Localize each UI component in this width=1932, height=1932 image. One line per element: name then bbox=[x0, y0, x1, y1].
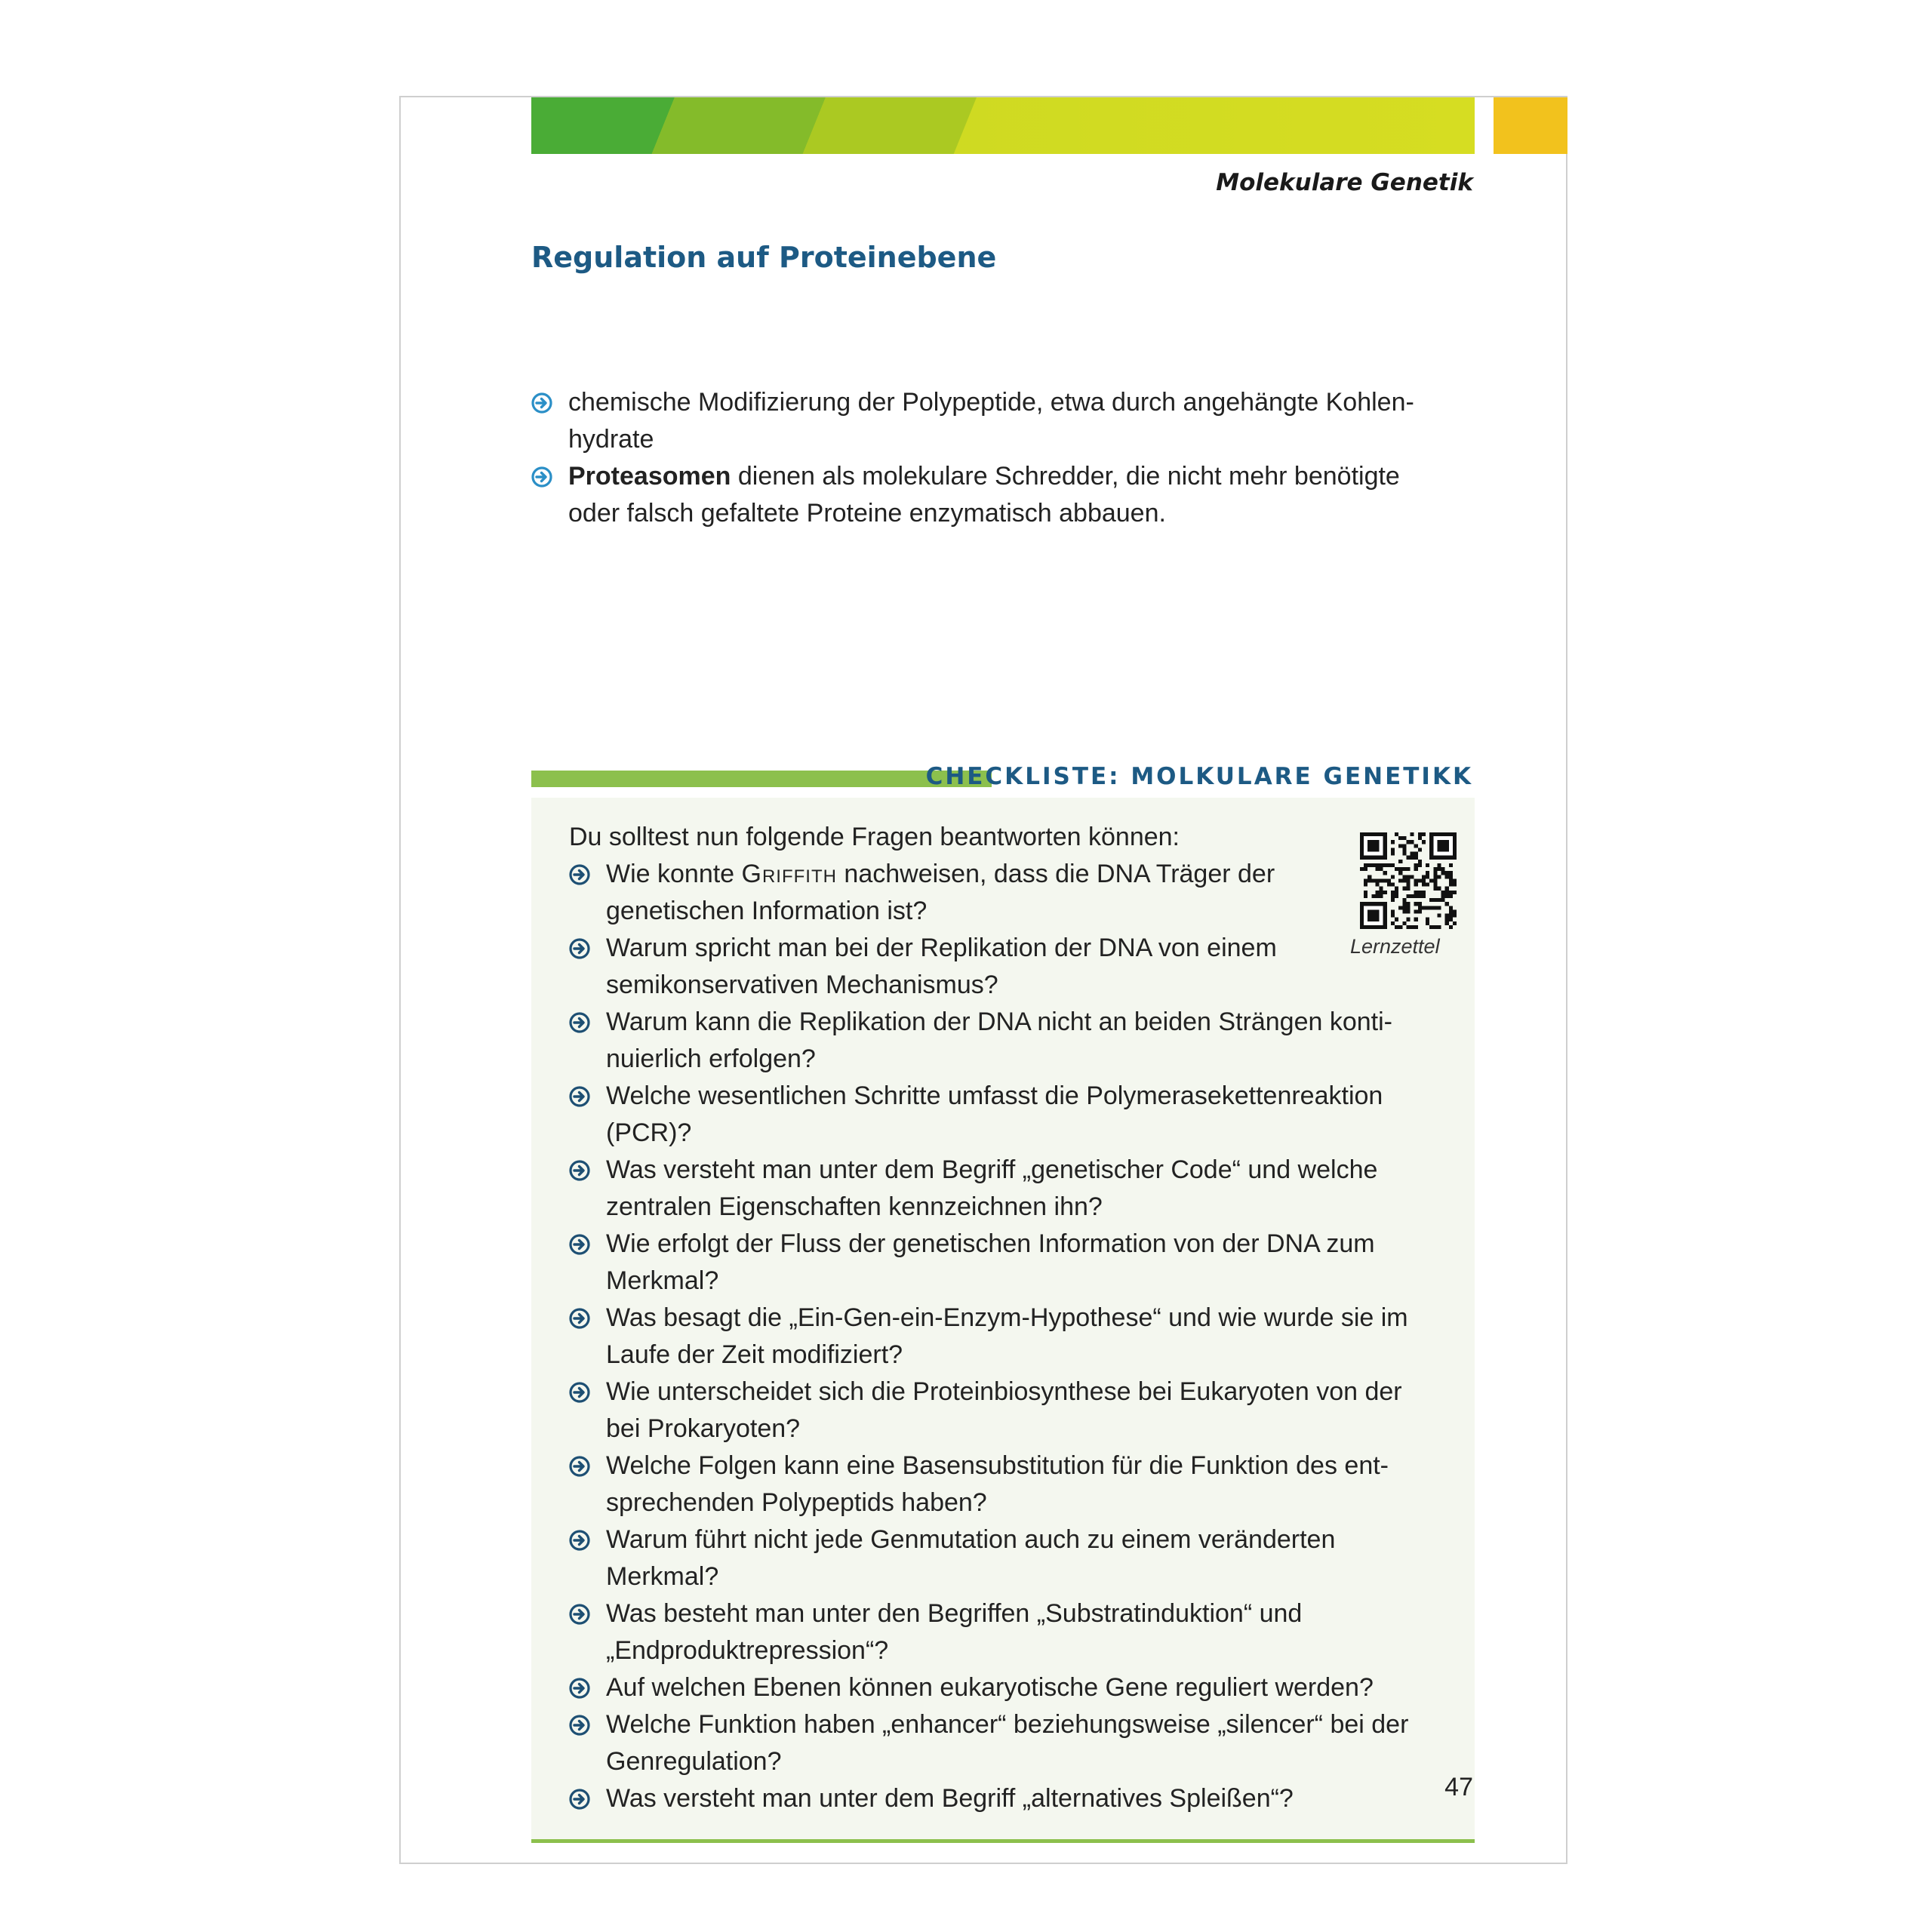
checklist-question bbox=[569, 1300, 1444, 1374]
section-heading: Regulation auf Proteinebene bbox=[531, 241, 997, 274]
bullet-text: dienen als molekulare Schredder, die nicht mehr benötigte bbox=[731, 462, 1400, 491]
question-text-cont: Laufe der Zeit modifiziert? bbox=[606, 1340, 903, 1369]
checklist-question bbox=[569, 1669, 1444, 1706]
question-text: Wie erfolgt der Fluss der genetischen Information von der DNA zum bbox=[606, 1229, 1375, 1258]
question-text-cont: sprechenden Polypeptids haben? bbox=[606, 1488, 987, 1517]
arrow-circle-icon bbox=[569, 1530, 590, 1551]
checklist-question bbox=[569, 930, 1444, 1004]
question-text-cont: genetischen Information ist? bbox=[606, 897, 928, 925]
band-segment-1 bbox=[531, 97, 675, 154]
question-text-cont: (PCR)? bbox=[606, 1118, 692, 1147]
checklist-question bbox=[569, 1226, 1444, 1300]
question-name: Griffith bbox=[741, 860, 837, 888]
arrow-circle-icon bbox=[569, 1604, 590, 1625]
bullet-text: chemische Modifizierung der Polypeptide, etwa durch angehängte Kohlen- bbox=[568, 388, 1414, 417]
checklist-question-list bbox=[569, 856, 1444, 1817]
arrow-circle-icon bbox=[569, 1789, 590, 1810]
question-text-cont: Genregulation? bbox=[606, 1747, 782, 1776]
arrow-circle-icon bbox=[569, 1012, 590, 1033]
section-bullet-list bbox=[531, 384, 1475, 532]
question-text: Was besteht man unter den Begriffen „Substratinduktion“ und bbox=[606, 1599, 1303, 1628]
qr-caption: Lernzettel bbox=[1350, 935, 1440, 958]
question-text-cont: Merkmal? bbox=[606, 1562, 719, 1591]
band-segment-2 bbox=[652, 97, 826, 154]
bullet-lead-term: Proteasomen bbox=[568, 462, 731, 491]
checklist-question bbox=[569, 1447, 1444, 1521]
question-text: Warum spricht man bei der Replikation der DNA von einem bbox=[606, 934, 1277, 962]
question-text-cont: nuierlich erfolgen? bbox=[606, 1044, 816, 1073]
section-bullet-item bbox=[531, 458, 1475, 532]
checklist-question bbox=[569, 856, 1444, 930]
arrow-circle-icon bbox=[569, 1308, 590, 1329]
header-color-band bbox=[531, 97, 1475, 154]
checklist-question bbox=[569, 1595, 1444, 1669]
question-text-tail: nachweisen, dass die DNA Träger der bbox=[836, 860, 1275, 888]
question-text-cont: „Endproduktrepression“? bbox=[606, 1636, 889, 1665]
checklist-box bbox=[531, 798, 1475, 1843]
question-text: Was versteht man unter dem Begriff „alternatives Spleißen“? bbox=[606, 1784, 1294, 1813]
question-text: Wie unterscheidet sich die Proteinbiosynthese bei Eukaryoten von der bbox=[606, 1377, 1402, 1406]
band-segment-3 bbox=[803, 97, 977, 154]
arrow-circle-icon bbox=[569, 1715, 590, 1736]
checklist-title-bar bbox=[531, 771, 992, 787]
question-text-cont: semikonservativen Mechanismus? bbox=[606, 971, 998, 999]
question-text-cont: bei Prokaryoten? bbox=[606, 1414, 801, 1443]
checklist-question bbox=[569, 1152, 1444, 1226]
book-page bbox=[399, 96, 1567, 1864]
question-text-cont: zentralen Eigenschaften kennzeichnen ihn? bbox=[606, 1192, 1103, 1221]
arrow-circle-icon bbox=[531, 466, 552, 488]
question-text: Was besagt die „Ein-Gen-ein-Enzym-Hypothese“ und wie wurde sie im bbox=[606, 1303, 1408, 1332]
question-text: Welche Folgen kann eine Basensubstitution für die Funktion des ent- bbox=[606, 1451, 1389, 1480]
arrow-circle-icon bbox=[569, 1382, 590, 1403]
question-text: Wie konnte bbox=[606, 860, 742, 888]
checklist-title: CHECKLISTE: MOLKULARE GENETIKK bbox=[925, 763, 1473, 790]
question-text: Was versteht man unter dem Begriff „genetischer Code“ und welche bbox=[606, 1155, 1378, 1184]
checklist-question bbox=[569, 1706, 1444, 1780]
question-text: Auf welchen Ebenen können eukaryotische Gene reguliert werden? bbox=[606, 1673, 1374, 1702]
checklist-question bbox=[569, 1780, 1444, 1817]
header-tab-marker bbox=[1494, 97, 1567, 154]
question-text: Welche wesentlichen Schritte umfasst die Polymerasekettenreaktion bbox=[606, 1081, 1383, 1110]
arrow-circle-icon bbox=[569, 1456, 590, 1477]
arrow-circle-icon bbox=[569, 1234, 590, 1255]
checklist-intro: Du solltest nun folgende Fragen beantworten können: bbox=[569, 823, 1180, 851]
section-bullet-item bbox=[531, 384, 1475, 458]
arrow-circle-icon bbox=[569, 1160, 590, 1181]
running-header: Molekulare Genetik bbox=[1216, 169, 1473, 196]
checklist-question bbox=[569, 1078, 1444, 1152]
checklist-question bbox=[569, 1521, 1444, 1595]
checklist-question bbox=[569, 1004, 1444, 1078]
checklist-question bbox=[569, 1374, 1444, 1447]
bullet-text-cont: oder falsch gefaltete Proteine enzymatisch abbauen. bbox=[568, 499, 1166, 528]
bullet-text-cont: hydrate bbox=[568, 425, 654, 454]
arrow-circle-icon bbox=[531, 392, 552, 414]
question-text: Warum führt nicht jede Genmutation auch zu einem veränderten bbox=[606, 1525, 1336, 1554]
question-text: Warum kann die Replikation der DNA nicht an beiden Strängen konti- bbox=[606, 1008, 1392, 1036]
question-text: Welche Funktion haben „enhancer“ beziehungsweise „silencer“ bei der bbox=[606, 1710, 1409, 1739]
arrow-circle-icon bbox=[569, 1678, 590, 1699]
question-text-cont: Merkmal? bbox=[606, 1266, 719, 1295]
arrow-circle-icon bbox=[569, 864, 590, 885]
page-number: 47 bbox=[1444, 1773, 1473, 1801]
arrow-circle-icon bbox=[569, 938, 590, 959]
arrow-circle-icon bbox=[569, 1086, 590, 1107]
